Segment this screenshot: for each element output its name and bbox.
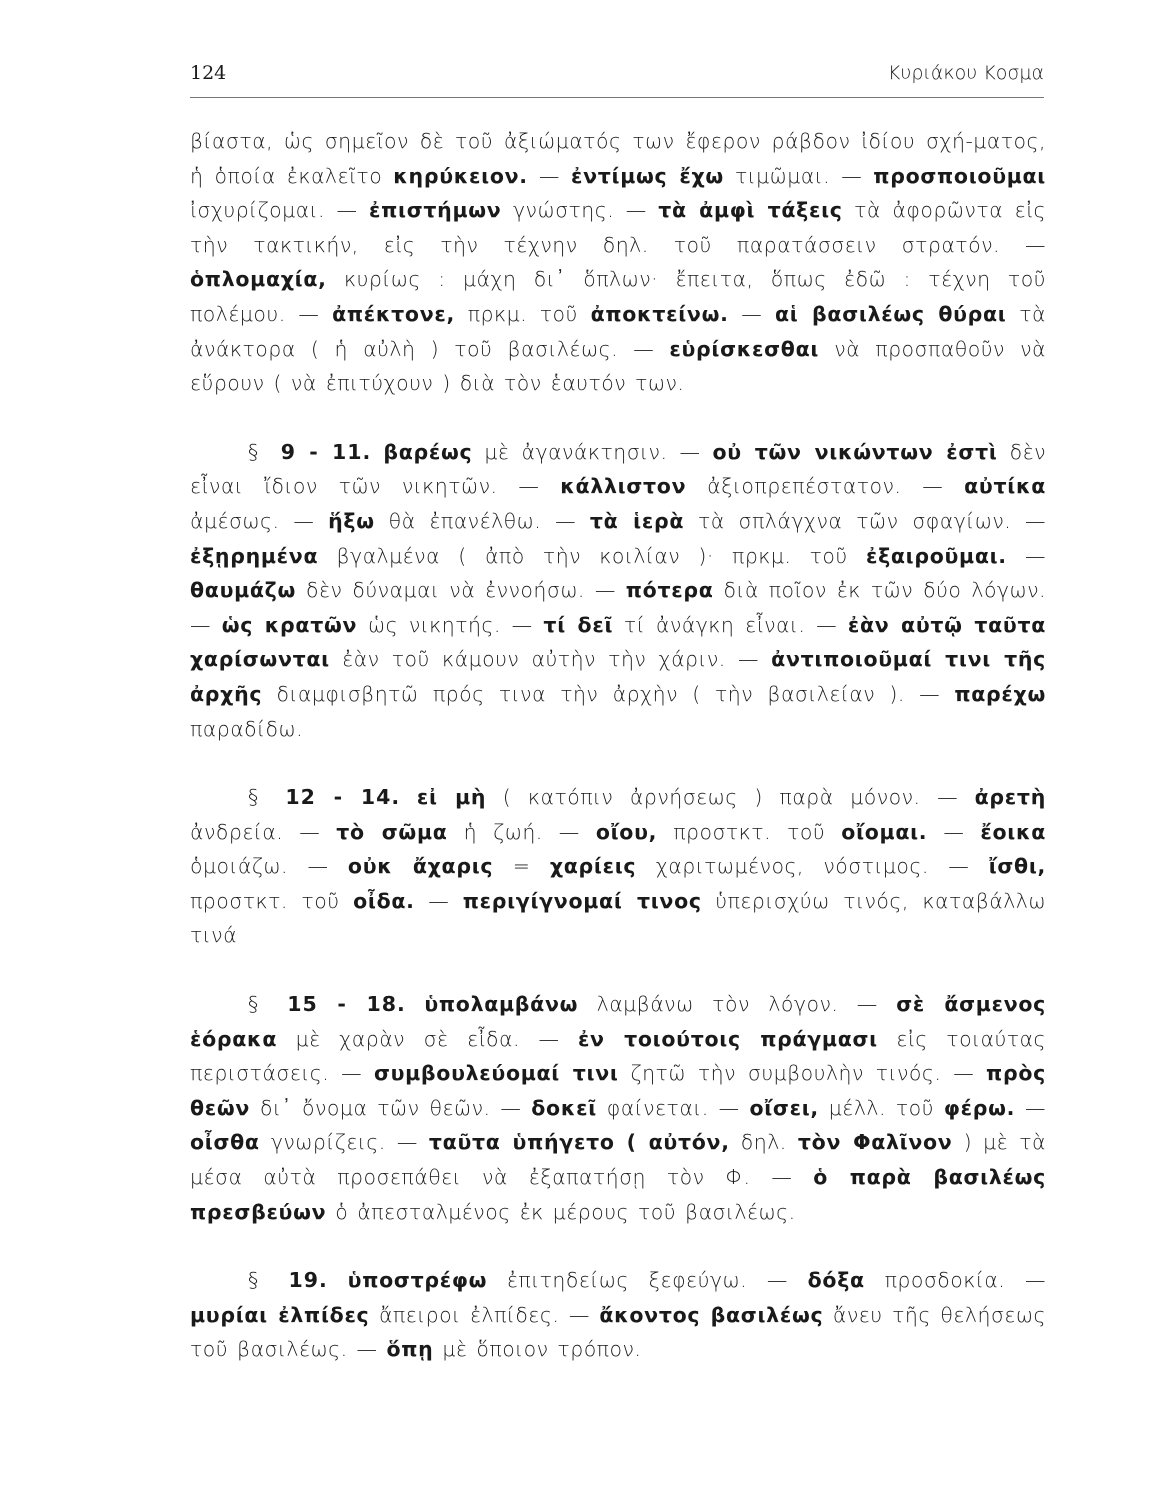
gloss-text: προστκτ. τοῦ	[190, 888, 354, 913]
gloss-text: ἀμέσως. —	[190, 508, 329, 533]
gloss-text: νὰ προσπαθοῦν νὰ εὕρουν ( νὰ ἐπιτύχουν ) διὰ τὸν ἑαυτόν των.	[190, 336, 1047, 396]
headword: ταῦτα ὑπήγετο ( αὐτόν,	[428, 1130, 730, 1155]
gloss-text: =	[493, 854, 550, 879]
headword: ἀρετὴ	[974, 785, 1046, 810]
headword: ἀντιποιοῦμαί τινι τῆς ἀρχῆς	[190, 647, 1046, 706]
headword: χαρίεις	[549, 854, 637, 879]
headword: ἀποκτείνω.	[590, 301, 729, 326]
gloss-text: διὰ ποῖον ἐκ τῶν δύο λόγων. —	[190, 578, 1047, 637]
section-9-11	[190, 435, 1046, 746]
section-number: 9 - 11.	[280, 439, 372, 464]
headword: οἶδα.	[353, 888, 415, 913]
headword: ὡς κρατῶν	[221, 612, 358, 637]
gloss-text: μέλλ. τοῦ	[818, 1095, 944, 1120]
section-mark: §	[248, 785, 259, 810]
headword: οἶσθα	[190, 1130, 260, 1155]
gloss-text: δηλ.	[729, 1130, 798, 1155]
gloss-text: ὁ ἀπεσταλμένος ἐκ μέρους τοῦ βασιλέως.	[326, 1199, 796, 1224]
headword: σὲ ἄσμενος ἑόρακα	[190, 992, 1047, 1051]
headword: τὰ ἱερὰ	[589, 508, 685, 533]
headword: συμβουλεύομαί τινι	[373, 1061, 619, 1086]
headword: οἴομαι.	[841, 819, 928, 844]
gloss-text: διαμφισβητῶ πρός τινα τὴν ἀρχὴν ( τὴν βασιλείαν ). —	[262, 681, 955, 706]
gloss-text: εἰς τοιαύτας περιστάσεις. —	[190, 1026, 1046, 1086]
gloss-text: κυρίως : μάχη δι᾽ ὅπλων· ἔπειτα, ὅπως ἐδῶ : τέχνη τοῦ πολέμου. —	[190, 267, 1046, 326]
headword: περιγίγνομαί τινος	[462, 888, 702, 913]
gloss-text	[371, 440, 383, 464]
page-body	[190, 124, 1046, 1367]
headword: οὐκ ἄχαρις	[347, 854, 494, 879]
gloss-text: —	[728, 301, 775, 326]
headword: τί δεῖ	[543, 612, 614, 637]
section-number: 12 - 14.	[285, 785, 401, 810]
gloss-text: —	[927, 819, 981, 844]
headword: ἴσθι,	[988, 854, 1047, 879]
headword: ἐπιστήμων	[369, 198, 502, 223]
gloss-text	[400, 785, 417, 809]
gloss-text: ) μὲ τὰ μέσα αὐτὰ προσεπάθει νὰ ἐξαπατήσῃ τὸν Φ. —	[190, 1130, 1046, 1190]
headword: ὁ παρὰ βασιλέως πρεσβεύων	[190, 1165, 1046, 1224]
headword: ὑποστρέφω	[347, 1268, 488, 1293]
headword: κάλλιστον	[560, 474, 687, 499]
section-12-14	[190, 780, 1046, 953]
headword: εὑρίσκεσθαι	[669, 336, 820, 361]
headword: τὰ ἀμφὶ τάξεις	[658, 198, 843, 223]
gloss-text: δὲν εἶναι ἴδιον τῶν νικητῶν. —	[190, 439, 1047, 499]
gloss-text: πρκμ. τοῦ	[454, 301, 591, 326]
page-number: 124	[190, 62, 227, 84]
gloss-text: φαίνεται. —	[596, 1095, 750, 1120]
section-mark: §	[248, 992, 259, 1017]
headword: ἄκοντος βασιλέως	[599, 1302, 824, 1327]
headword: αἱ βασιλέως θύραι	[774, 301, 1007, 326]
headword: μυρίαι ἐλπίδες	[190, 1302, 370, 1327]
headword: κηρύκειον.	[393, 163, 528, 188]
gloss-text: χαριτωμένος, νόστιμος. —	[636, 854, 989, 879]
headword: οἴου,	[595, 819, 658, 844]
section-number: 15 - 18.	[287, 992, 406, 1017]
gloss-text: —	[527, 163, 571, 188]
gloss-text: τί ἀνάγκη εἶναι. —	[613, 612, 848, 637]
headword: τὸν Φαλῖνον	[797, 1130, 953, 1155]
headword: ἐν τοιούτοις πράγμασι	[577, 1026, 878, 1051]
gloss-text: —	[1015, 1095, 1046, 1120]
gloss-text: ἡ ζωή. —	[447, 819, 596, 844]
headword: ἐντίμως ἔχω	[570, 163, 724, 188]
gloss-text: ὡς νικητής. —	[357, 612, 544, 637]
headword: εἰ μὴ	[416, 785, 487, 810]
headword: ὁπλομαχία,	[190, 267, 327, 292]
headword: προσποιοῦμαι	[873, 163, 1046, 188]
gloss-text: ( κατόπιν ἀρνήσεως ) παρὰ μόνον. —	[486, 785, 975, 810]
gloss-text: ὁμοιάζω. —	[190, 854, 348, 879]
headword: βαρέως	[383, 439, 473, 464]
gloss-text: ἐπιτηδείως ξεφεύγω. —	[487, 1268, 808, 1293]
gloss-text: προστκτ. τοῦ	[657, 819, 842, 844]
gloss-text: ἰσχυρίζομαι. —	[190, 198, 369, 223]
gloss-text: παραδίδω.	[190, 716, 304, 741]
headword: παρέχω	[954, 681, 1046, 706]
gloss-text: ἄνευ τῆς θελήσεως τοῦ βασιλέως. —	[190, 1302, 1046, 1362]
headword: αὐτίκα	[964, 474, 1046, 499]
gloss-text: μὲ ἀγανάκτησιν. —	[472, 439, 713, 464]
gloss-text: —	[414, 888, 463, 913]
gloss-text: θὰ ἐπανέλθω. —	[374, 508, 590, 533]
gloss-text: δὲν δύναμαι νὰ ἐννοήσω. —	[296, 578, 626, 603]
gloss-text: μὲ χαρὰν σὲ εἶδα. —	[277, 1026, 578, 1051]
gloss-text: τὰ ἀνάκτορα ( ἡ αὐλὴ ) τοῦ βασιλέως. —	[190, 301, 1046, 361]
paragraph-continuation	[190, 124, 1046, 401]
headword: δοκεῖ	[531, 1095, 597, 1120]
gloss-text: ζητῶ τὴν συμβουλὴν τινός. —	[618, 1061, 987, 1086]
section-mark: §	[248, 439, 259, 464]
headword: ἐξῃρημένα	[190, 543, 319, 568]
gloss-text: ἐὰν τοῦ κάμουν αὐτὴν τὴν χάριν. —	[329, 647, 772, 672]
headword: ἐξαιροῦμαι.	[865, 543, 1007, 568]
gloss-text: προσδοκία. —	[864, 1268, 1046, 1293]
gloss-text: —	[1006, 543, 1046, 568]
header-rule	[190, 97, 1044, 98]
gloss-text: τιμῶμαι. —	[723, 163, 874, 188]
headword: τὸ σῶμα	[336, 819, 448, 844]
headword: οὐ τῶν νικώντων ἐστὶ	[712, 439, 998, 464]
headword: οἴσει,	[749, 1095, 819, 1120]
gloss-text	[406, 992, 424, 1016]
headword: ὑπολαμβάνω	[424, 992, 579, 1017]
headword: ἔοικα	[980, 819, 1047, 844]
headword: πότερα	[625, 578, 714, 603]
headword: θαυμάζω	[190, 578, 297, 603]
section-mark: §	[248, 1268, 259, 1293]
headword: ὅπῃ	[386, 1337, 434, 1362]
headword: ἐὰν αὐτῷ ταῦτα χαρίσωνται	[190, 612, 1047, 672]
gloss-text: βίαστα, ὡς σημεῖον δὲ τοῦ ἀξιώματός των ἔφερον ράβδον ἰδίου σχή-ματος, ἡ ὁποία ἐκαλεῖτο	[190, 129, 1046, 188]
section-15-18	[190, 987, 1046, 1229]
gloss-text: ὑπερισχύω τινός, καταβάλλω τινά	[190, 888, 1046, 948]
gloss-text: ἀξιοπρεπέστατον. —	[686, 474, 965, 499]
gloss-text: ἄπειροι ἐλπίδες. —	[369, 1302, 600, 1327]
headword: πρὸς θεῶν	[190, 1061, 1046, 1120]
page-header	[190, 62, 1044, 92]
gloss-text: βγαλμένα ( ἀπὸ τὴν κοιλίαν )· πρκμ. τοῦ	[318, 543, 866, 568]
section-number: 19.	[288, 1268, 328, 1293]
gloss-text: ἀνδρεία. —	[190, 819, 337, 844]
gloss-text: τὰ σπλάγχνα τῶν σφαγίων. —	[684, 508, 1046, 533]
gloss-text: τὰ ἀφορῶντα εἰς τὴν τακτικήν, εἰς τὴν τέχνην δηλ. τοῦ παρατάσσειν στρατόν. —	[190, 198, 1047, 257]
headword: ἥξω	[328, 508, 375, 533]
headword: δόξα	[807, 1268, 865, 1293]
headword: ἀπέκτονε,	[332, 301, 455, 326]
headword: φέρω.	[943, 1095, 1016, 1120]
gloss-text: δι᾽ ὄνομα τῶν θεῶν. —	[250, 1095, 532, 1120]
gloss-text: μὲ ὅποιον τρόπον.	[433, 1337, 642, 1362]
gloss-text: γνωρίζεις. —	[259, 1130, 429, 1155]
gloss-text: γνώστης. —	[501, 198, 659, 223]
running-head: Κυριάκου Κοσμα	[887, 62, 1044, 84]
gloss-text: λαμβάνω τὸν λόγον. —	[578, 992, 897, 1017]
gloss-text	[328, 1268, 348, 1292]
section-19	[190, 1263, 1046, 1367]
